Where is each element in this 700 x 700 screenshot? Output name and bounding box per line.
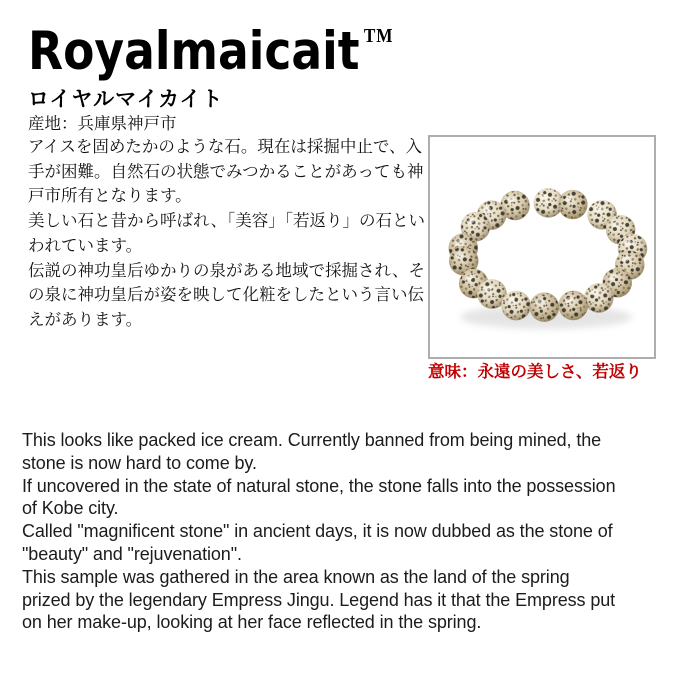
jp-text-line: 手が困難。自然石の状態でみつかることがあっても神 — [28, 162, 424, 181]
en-text-line: prized by the legendary Empress Jingu. Legend has it that the Empress put — [22, 589, 616, 610]
product-photo-frame — [428, 135, 656, 359]
english-description — [22, 429, 692, 634]
jp-text-line: われています。 — [28, 236, 143, 255]
jp-text-line: えがあります。 — [28, 310, 143, 329]
jp-text-line: 戸市所有となります。 — [28, 187, 192, 206]
meaning-caption: 意味：永遠の美しさ、若返り — [428, 363, 642, 381]
origin-line: 産地：兵庫県神戸市 — [28, 115, 177, 133]
product-title-japanese: ロイヤルマイカイト — [28, 88, 224, 111]
en-text-line: If uncovered in the state of natural stone, the stone falls into the possession — [22, 475, 616, 496]
en-text-line: "beauty" and "rejuvenation". — [22, 543, 242, 564]
product-title — [28, 21, 394, 82]
jp-text-line: アイスを固めたかのような石。現在は採掘中止で、入 — [28, 138, 423, 156]
jp-text-line: 美しい石と昔から呼ばれ、「美容」「若返り」の石とい — [28, 212, 425, 231]
en-text-line: This looks like packed ice cream. Currently banned from being mined, the — [22, 430, 602, 450]
en-text-line: This sample was gathered in the area known as the land of the spring — [22, 566, 570, 587]
en-text-line: stone is now hard to come by. — [22, 452, 257, 473]
japanese-description — [28, 135, 426, 333]
bracelet-photo — [430, 137, 654, 357]
en-text-line: on her make-up, looking at her face reflected in the spring. — [22, 612, 482, 633]
jp-text-line: 伝説の神功皇后ゆかりの泉がある地域で採掘され、そ — [28, 261, 425, 280]
trademark-symbol: TM — [363, 25, 394, 47]
jp-text-line: の泉に神功皇后が姿を映して化粧をしたという言い伝 — [28, 286, 424, 305]
product-title-text: Royalmaicait — [28, 21, 360, 82]
en-text-line: Called "magnificent stone" in ancient days, it is now dubbed as the stone of — [22, 521, 613, 542]
en-text-line: of Kobe city. — [22, 498, 119, 519]
